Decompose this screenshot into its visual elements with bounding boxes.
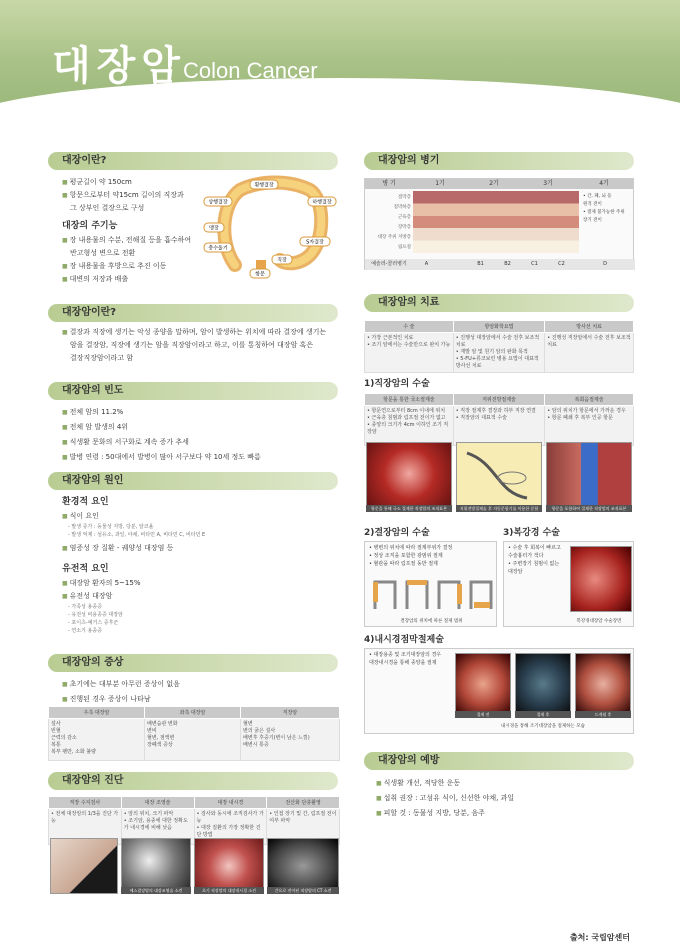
photo-emr-before: [455, 653, 511, 715]
title-english: Colon Cancer: [183, 58, 318, 83]
laparoscopic-box: • 수술 후 회복이 빠르고 수술흉터가 적다 • 주변장기 침범이 없는 대장암 복강경대장암 수술장면: [503, 541, 634, 627]
section-staging: 대장암의 병기: [364, 152, 634, 170]
section-causes: 대장암의 원인: [48, 472, 338, 490]
colon-def-text: ■ 평균길이 약 150cm ■ 항문으로부터 약15cm 길이의 직장과 그 상부인 결장으로 구성 대장의 주기능 ■ 장 내용물의 수분, 전해질 등을 흡수하여 반고형성 변으로 전환 ■ 장 내용물을 후방으로 추진 이동 ■ 대변의 저장과 배출: [62, 176, 222, 286]
section-what-is-colon: 대장이란?: [48, 152, 338, 170]
section-frequency: 대장암의 빈도: [48, 382, 338, 400]
emr-title: 4)내시경점막절제술: [364, 635, 444, 645]
colon-surgery-title: 2)결장암의 수술: [364, 528, 430, 538]
photo-emr-months: [575, 653, 631, 715]
label-transverse: 횡행결장: [254, 182, 274, 189]
photo-emr-after: [515, 653, 571, 715]
section-prevention: 대장암의 예방: [364, 752, 634, 770]
svg-text:항문: 항문: [255, 271, 265, 278]
photo-laparoscopy: [570, 546, 632, 612]
svg-text:직장: 직장: [277, 257, 287, 264]
colon-resection-diagrams: [369, 574, 495, 614]
svg-text:S자결장: S자결장: [306, 239, 324, 246]
photo-digital-exam: [50, 838, 118, 894]
colon-surgery-box: • 병변의 위치에 따라 절제부위가 결정 • 정상 조직을 포함한 광범위 절제 • 혈관을 따라 림프절 동반 절제 결장암의 위치에 따른 절제 범위: [364, 541, 497, 627]
header-banner: [0, 0, 680, 110]
source-credit: 출처: 국립암센터: [569, 933, 630, 942]
prevention-list: ■ 식생활 개선, 적당한 운동 ■ 섭취 권장 : 고섬유 식이, 신선한 야채, 과일 ■ 피할 것 : 동물성 지방, 당분, 음주: [376, 776, 636, 821]
symptoms-list: ■ 초기에는 대부분 아무런 증상이 없음 ■ 진행된 경우 증상이 나타남: [62, 677, 332, 707]
photo-ct-scan: [267, 838, 339, 894]
svg-text:하행결장: 하행결장: [312, 199, 332, 206]
photo-local-excision: [366, 442, 452, 512]
causes-list: 환경적 요인 ■ 식이 요인 - 발생 증가 : 동물성 지방, 당분, 알코올 - 발생 억제 : 섬유소, 과일, 야채, 비타민 A, 비타민 C, 비타민 E ■ 염증성 장 질환 - 궤양성 대장염 등 유전적 요인 ■ 대장암 환자의 5~15% ■ 유전성 대장암 - 가족성 용종증 - 유전성 비용종증 대장암 - 포이츠-예거스 증후군 - 연소기 용종증: [62, 494, 332, 635]
treatment-table: 수 술 항암화학요법 방사선 치료 • 가장 근본적인 치료 • 조기 암에서는 수술만으로 완치 가능 • 진행성 대장암에서 수술 전후 보조적 치료 • 재발 암 및 원기 암의 완화 목적 • 5-FU+류코보린 병용 요법이 대표적 방사선 치료 • 진행성 직장암에서 수술 전후 보조적 치료: [364, 320, 634, 373]
photo-apr: [546, 442, 632, 512]
section-diagnosis: 대장암의 진단: [48, 772, 338, 790]
title-korean: 대장암: [52, 43, 186, 89]
frequency-list: ■ 전체 암의 11.2% ■ 전체 암 발생의 4위 ■ 식생활 문화의 서구화로 계속 증가 추세 ■ 발병 연령 : 50대에서 발병이 많아 서구보다 약 10세 정도 빠름: [62, 405, 332, 465]
photo-barium-enema: [121, 838, 191, 894]
diagnosis-table: 직장 수지검사 대장 조영술 대장 내시경 전산화 단층촬영 • 전체 대장암의 1/3을 진단 가능 • 암의 위치, 크기 파악 • 조기암, 용종에 대한 정확도가 내시경에 비해 낮음 • 검사와 동시에 조직검사가 가능 • 대장 질환의 가장 정확한 진단 방법 • 인접 장기 및 간, 림프절 전이 여부 파악: [48, 796, 340, 845]
section-what-is-cancer: 대장암이란?: [48, 304, 338, 322]
laparoscopic-title: 3)복강경 수술: [503, 528, 560, 538]
svg-text:상행결장: 상행결장: [208, 199, 228, 206]
photo-colonoscopy: [194, 838, 264, 894]
emr-box: • 대장용종 및 조기대장암의 경우 대장내시경을 통해 종양을 절제 절제 전 절제 후 드개월 후 내시경을 통해 조기대장암을 절제하는 모습: [364, 648, 634, 734]
colon-diagram: [200, 165, 340, 280]
stage-tissue-image: [413, 191, 579, 253]
section-treatment: 대장암의 치료: [364, 294, 634, 312]
svg-text:충수돌기: 충수돌기: [208, 245, 228, 252]
cancer-def-text: ■ 결장과 직장에 생기는 악성 종양을 말하며, 암이 발생하는 위치에 따라 결장에 생기는 암을 결장암, 직장에 생기는 암을 직장암이라고 하고, 이를 통칭하여 대장암 혹은 결장직장암이라고 함: [62, 326, 332, 365]
svg-text:맹장: 맹장: [209, 225, 219, 232]
illustration-low-anterior: [456, 442, 542, 512]
section-symptoms: 대장암의 증상: [48, 654, 338, 672]
symptoms-table: 우측 대장암 좌측 대장암 직장암 설사 빈혈 근력의 감소 복통 복부 팽만, 소화 불량 배변습관 변화 변비 혈변, 점액변 장폐색 증상 혈변 변의 굵은 설사 배변후 후중기(변이 남은 느낌) 배변시 통증: [48, 706, 340, 761]
rectal-surgery-table: 항문을 통한 국소절제술 저위전방절제술 복회음절제술 • 항문연으로부터 8cm 이내에 위치 • 근육층 침범과 림프절 전이가 없고 • 종양의 크기가 4cm 이하인 조기 직장암 • 직장 절제후 결장과 하부 직장 연결 • 직장암의 대표적 수술 • 암의 위치가 항문에서 가까운 경우 • 항문 폐쇄 후 복부 인공 항문: [364, 393, 634, 446]
rectal-surgery-title: 1)직장암의 수술: [364, 379, 430, 389]
staging-figure: 병 기 1기 2기 3기 4기 점막층 점막하층 근육층 장막층 대장 주위 지방층 림프절 • 간, 폐, 뇌 등 원격 전이 • 절제 불가능한 주위 장기 전이 예슬러-콜러병기 A B1 B2 C1 C2 D: [364, 178, 634, 270]
